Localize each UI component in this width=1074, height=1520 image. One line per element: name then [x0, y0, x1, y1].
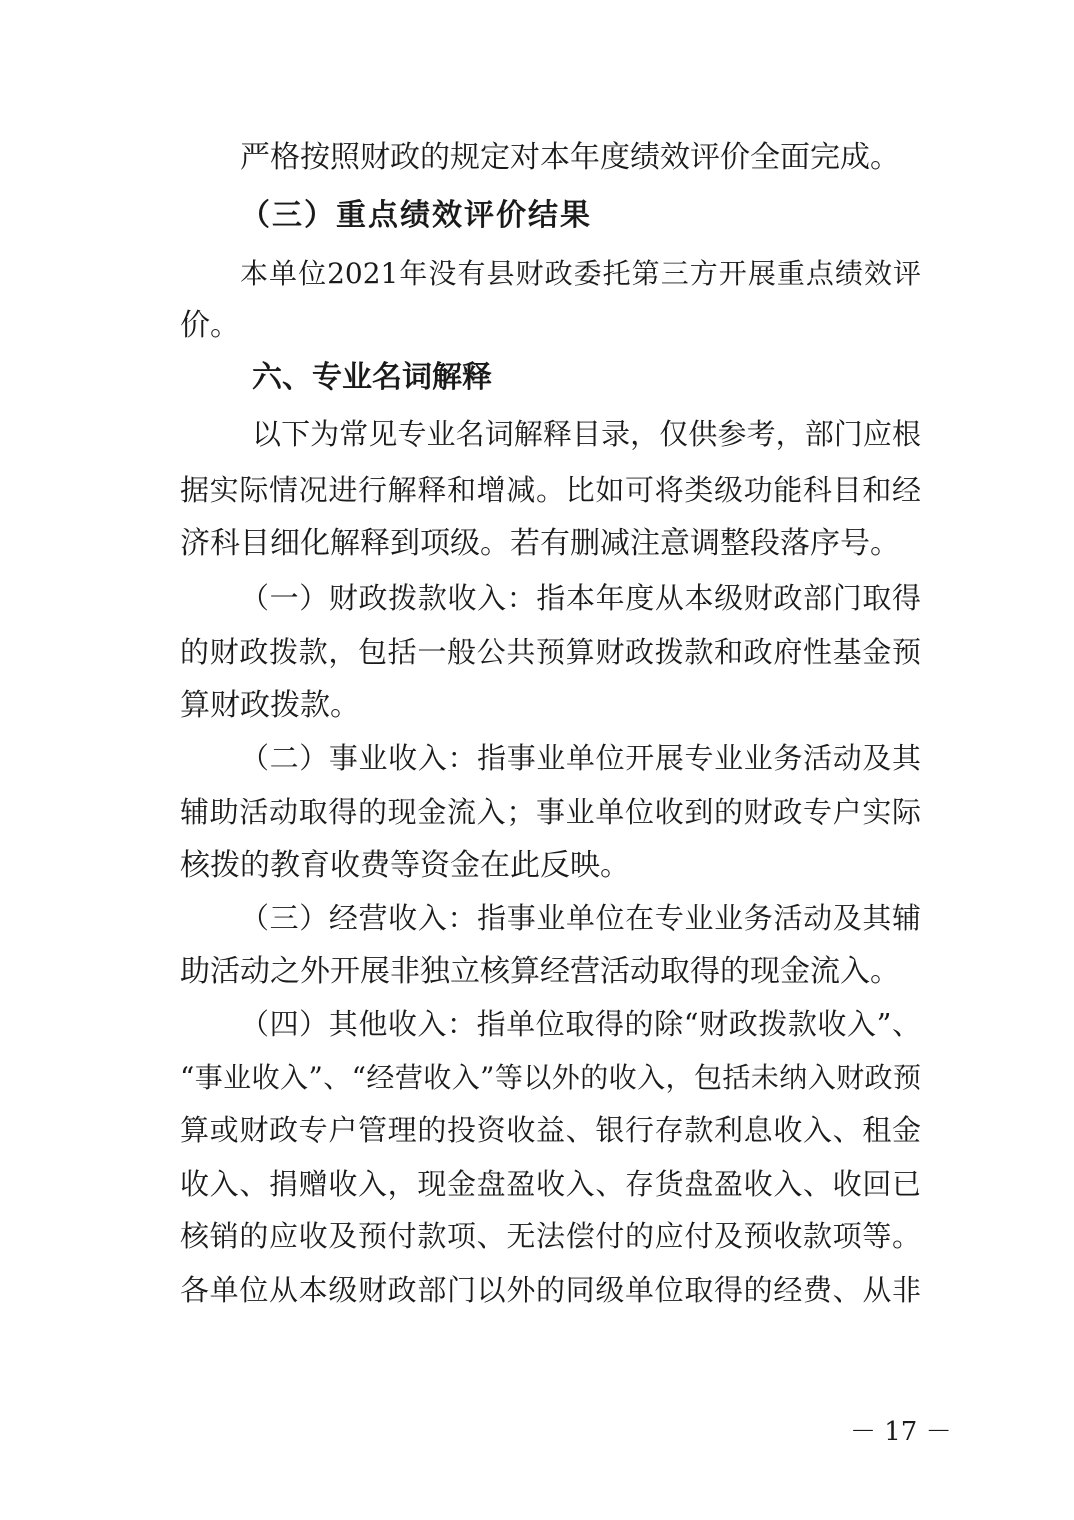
paragraph-line: 核销的应收及预付款项、无法偿付的应付及预收款项等。: [180, 1219, 921, 1253]
paragraph-line: 严格按照财政的规定对本年度绩效评价全面完成。: [240, 140, 900, 175]
paragraph-line: 助活动之外开展非独立核算经营活动取得的现金流入。: [180, 954, 900, 989]
paragraph-line: （三）经营收入：指事业单位在专业业务活动及其辅: [240, 901, 921, 935]
paragraph-line: “事业收入”、“经营收入”等以外的收入，包括未纳入财政预: [180, 1061, 921, 1094]
section-heading: 六、专业名词解释: [252, 360, 492, 395]
paragraph-line: 算或财政专户管理的投资收益、银行存款利息收入、租金: [180, 1113, 921, 1147]
paragraph-line: （二）事业收入：指事业单位开展专业业务活动及其: [240, 741, 921, 775]
paragraph-line: 以下为常见专业名词解释目录，仅供参考，部门应根: [252, 417, 921, 451]
paragraph-line: 据实际情况进行解释和增减。比如可将类级功能科目和经: [180, 473, 921, 507]
paragraph-line: 的财政拨款，包括一般公共预算财政拨款和政府性基金预: [180, 635, 921, 669]
paragraph-line: 核拨的教育收费等资金在此反映。: [180, 848, 630, 883]
page-number: － 17 －: [850, 1417, 952, 1447]
paragraph-line: 算财政拨款。: [180, 688, 360, 723]
paragraph-line: （一）财政拨款收入：指本年度从本级财政部门取得: [240, 581, 921, 615]
paragraph-line: 收入、捐赠收入，现金盘盈收入、存货盘盈收入、收回已: [180, 1167, 921, 1201]
paragraph-line: 济科目细化解释到项级。若有删减注意调整段落序号。: [180, 526, 900, 561]
paragraph-line: 本单位2021年没有县财政委托第三方开展重点绩效评: [240, 257, 921, 290]
subsection-heading: （三）重点绩效评价结果: [240, 198, 592, 233]
paragraph-line: （四）其他收入：指单位取得的除“财政拨款收入”、: [240, 1007, 921, 1041]
paragraph-line: 辅助活动取得的现金流入；事业单位收到的财政专户实际: [180, 795, 921, 829]
paragraph-line: 价。: [180, 308, 240, 343]
paragraph-line: 各单位从本级财政部门以外的同级单位取得的经费、从非: [180, 1273, 921, 1307]
